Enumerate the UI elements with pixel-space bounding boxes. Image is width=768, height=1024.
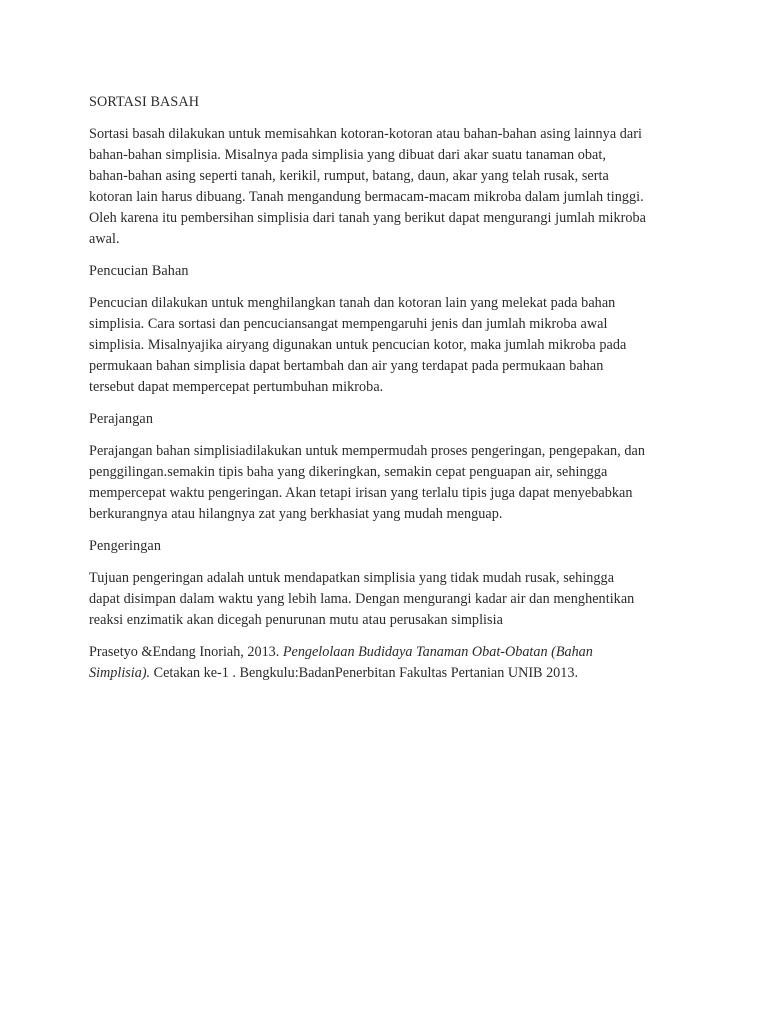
section-body-perajangan	[89, 441, 689, 525]
text-line: simplisia. Misalnyajika airyang digunakan untuk pencucian kotor, maka jumlah mikroba pada	[89, 337, 627, 353]
text-line: Sortasi basah dilakukan untuk memisahkan kotoran-kotoran atau bahan-bahan asing lainnya dari	[89, 126, 643, 142]
text-line: dapat disimpan dalam waktu yang lebih lama. Dengan mengurangi kadar air dan menghentikan	[89, 591, 635, 607]
section-title-pencucian-bahan: Pencucian Bahan	[89, 263, 189, 279]
reference-title: Pengelolaan Budidaya Tanaman Obat-Obatan (Bahan	[282, 644, 593, 660]
section-title-pengeringan: Pengeringan	[89, 538, 162, 554]
text-line: awal.	[89, 231, 120, 247]
section-body-pencucian-bahan	[89, 293, 689, 398]
text-line: Perajangan bahan simplisiadilakukan untuk mempermudah proses pengeringan, pengepakan, dan	[89, 443, 646, 459]
reference-title-cont: Simplisia).	[89, 665, 151, 681]
reference-line-2	[89, 663, 689, 684]
reference-publisher: Cetakan ke-1 . Bengkulu:BadanPenerbitan Fakultas Pertanian UNIB 2013.	[150, 665, 578, 681]
text-line: bahan-bahan simplisia. Misalnya pada simplisia yang dibuat dari akar suatu tanaman obat,	[89, 147, 606, 163]
text-line: tersebut dapat mempercepat pertumbuhan mikroba.	[89, 379, 384, 395]
text-line: Oleh karena itu pembersihan simplisia dari tanah yang berikut dapat mengurangi jumlah mikroba	[89, 210, 647, 226]
section-title-sortasi-basah: SORTASI BASAH	[89, 94, 200, 110]
text-line: Tujuan pengeringan adalah untuk mendapatkan simplisia yang tidak mudah rusak, sehingga	[89, 570, 615, 586]
text-line: bahan-bahan asing seperti tanah, kerikil, rumput, batang, daun, akar yang telah rusak, serta	[89, 168, 609, 184]
section-body-pengeringan	[89, 568, 689, 631]
document-page	[89, 92, 689, 684]
reference-citation	[89, 642, 689, 684]
text-line: reaksi enzimatik akan dicegah penurunan mutu atau perusakan simplisia	[89, 612, 503, 628]
text-line: kotoran lain harus dibuang. Tanah mengandung bermacam-macam mikroba dalam jumlah tinggi.	[89, 189, 644, 205]
reference-line-1	[89, 642, 689, 663]
reference-authors: Prasetyo &Endang Inoriah, 2013.	[89, 644, 283, 660]
text-line: penggilingan.semakin tipis baha yang dikeringkan, semakin cepat penguapan air, sehingga	[89, 464, 608, 480]
text-line: mempercepat waktu pengeringan. Akan tetapi irisan yang terlalu tipis juga dapat menyebabkan	[89, 485, 633, 501]
section-body-sortasi-basah	[89, 124, 689, 250]
text-line: berkurangnya atau hilangnya zat yang berkhasiat yang mudah menguap.	[89, 506, 503, 522]
text-line: Pencucian dilakukan untuk menghilangkan tanah dan kotoran lain yang melekat pada bahan	[89, 295, 616, 311]
text-line: simplisia. Cara sortasi dan pencuciansangat mempengaruhi jenis dan jumlah mikroba awal	[89, 316, 608, 332]
section-title-perajangan: Perajangan	[89, 411, 154, 427]
text-line: permukaan bahan simplisia dapat bertambah dan air yang terdapat pada permukaan bahan	[89, 358, 604, 374]
